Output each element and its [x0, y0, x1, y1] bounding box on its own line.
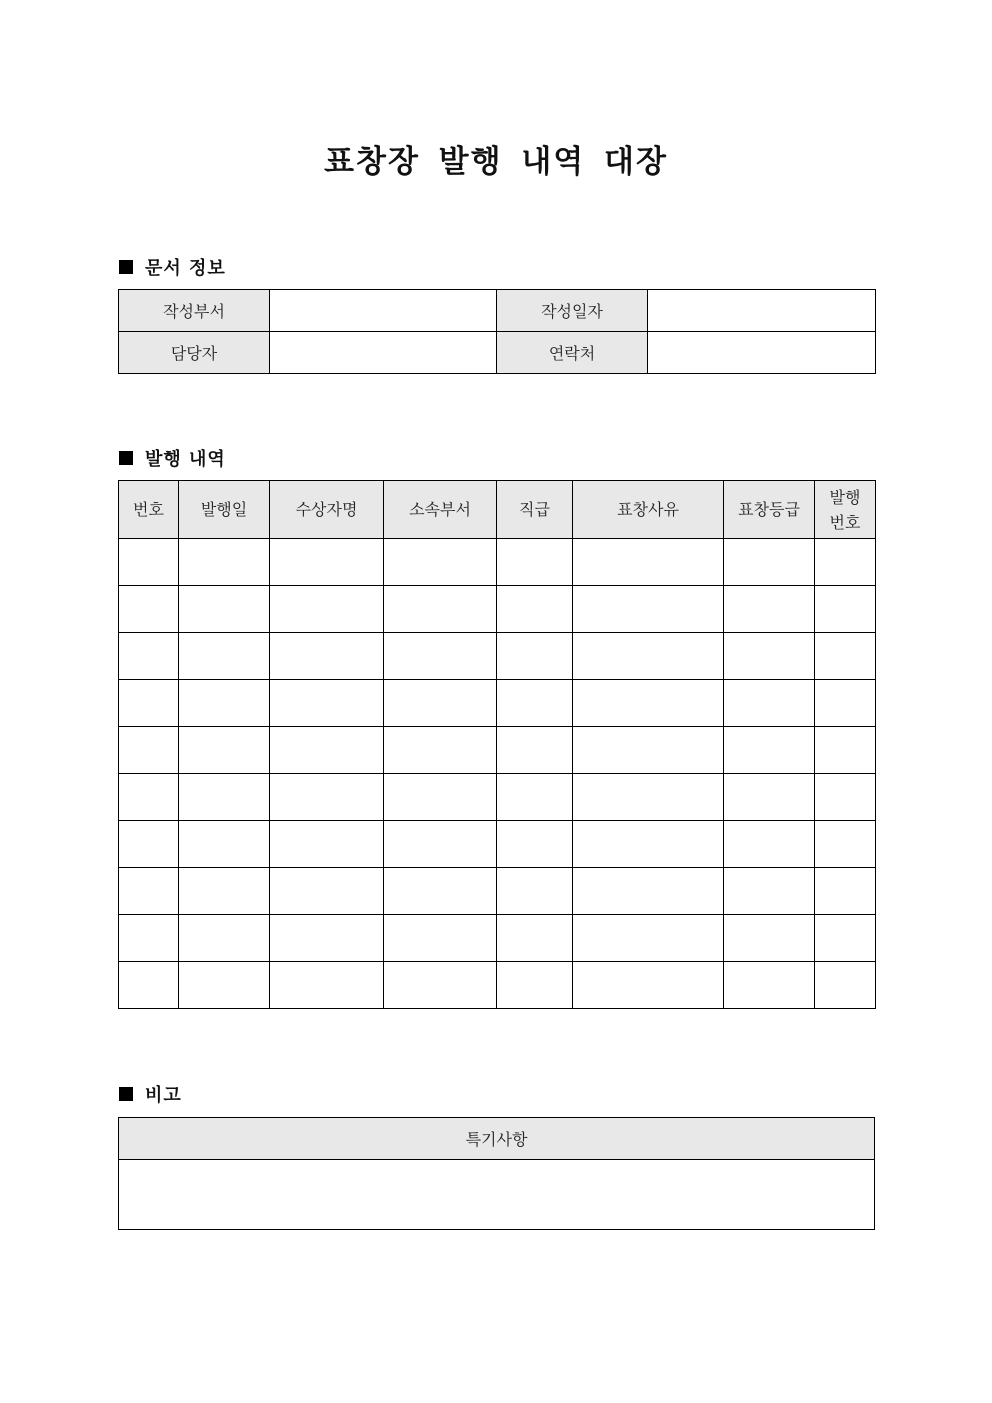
cell-department[interactable] [384, 821, 497, 868]
department-field[interactable] [270, 290, 497, 332]
cell-rank[interactable] [497, 586, 573, 633]
section-heading-issue-history [119, 445, 226, 471]
cell-rank[interactable] [497, 680, 573, 727]
cell-issue-date[interactable] [179, 680, 270, 727]
cell-reason[interactable] [573, 774, 724, 821]
document-title: 표창장 발행 내역 대장 [324, 144, 668, 180]
table-row [119, 821, 876, 868]
cell-department[interactable] [384, 727, 497, 774]
section-heading-label: 문서 정보 [145, 258, 226, 279]
column-header-line: 발행 [829, 487, 861, 507]
cell-rank[interactable] [497, 727, 573, 774]
issue-history-body [119, 539, 876, 1009]
cell-issue-date[interactable] [179, 539, 270, 586]
cell-issue-number[interactable] [815, 915, 876, 962]
cell-reason[interactable] [573, 539, 724, 586]
section-heading-label: 발행 내역 [145, 449, 226, 470]
cell-grade[interactable] [724, 633, 815, 680]
cell-number[interactable] [119, 680, 179, 727]
cell-issue-number[interactable] [815, 727, 876, 774]
table-header-row [119, 481, 876, 539]
cell-rank[interactable] [497, 915, 573, 962]
table-header-row [119, 1118, 875, 1160]
cell-rank[interactable] [497, 821, 573, 868]
cell-grade[interactable] [724, 727, 815, 774]
cell-reason[interactable] [573, 868, 724, 915]
cell-rank[interactable] [497, 774, 573, 821]
cell-rank[interactable] [497, 633, 573, 680]
column-header-department: 소속부서 [384, 481, 497, 539]
cell-reason[interactable] [573, 727, 724, 774]
cell-recipient[interactable] [270, 539, 384, 586]
table-row [119, 290, 876, 332]
cell-recipient[interactable] [270, 868, 384, 915]
cell-department[interactable] [384, 633, 497, 680]
section-heading-remarks [119, 1081, 182, 1107]
cell-recipient[interactable] [270, 774, 384, 821]
square-bullet-icon [119, 260, 133, 274]
cell-reason[interactable] [573, 680, 724, 727]
cell-recipient[interactable] [270, 586, 384, 633]
cell-grade[interactable] [724, 774, 815, 821]
remarks-header: 특기사항 [119, 1118, 875, 1160]
label-department: 작성부서 [119, 290, 270, 332]
column-header-rank: 직급 [497, 481, 573, 539]
column-header-recipient: 수상자명 [270, 481, 384, 539]
cell-department[interactable] [384, 539, 497, 586]
cell-issue-date[interactable] [179, 868, 270, 915]
column-header-grade: 표창등급 [724, 481, 815, 539]
cell-grade[interactable] [724, 962, 815, 1009]
cell-issue-date[interactable] [179, 821, 270, 868]
table-row [119, 633, 876, 680]
cell-rank[interactable] [497, 868, 573, 915]
column-header-reason: 표창사유 [573, 481, 724, 539]
cell-issue-number[interactable] [815, 680, 876, 727]
cell-issue-number[interactable] [815, 539, 876, 586]
cell-reason[interactable] [573, 633, 724, 680]
cell-issue-date[interactable] [179, 727, 270, 774]
table-row [119, 332, 876, 374]
cell-grade[interactable] [724, 539, 815, 586]
table-row [119, 868, 876, 915]
table-row [119, 915, 876, 962]
label-contact: 연락처 [497, 332, 648, 374]
cell-issue-number[interactable] [815, 821, 876, 868]
cell-department[interactable] [384, 586, 497, 633]
cell-issue-number[interactable] [815, 774, 876, 821]
issue-history-table [118, 480, 876, 1009]
square-bullet-icon [119, 1087, 133, 1101]
cell-number[interactable] [119, 868, 179, 915]
cell-issue-date[interactable] [179, 915, 270, 962]
section-heading-label: 비고 [145, 1085, 182, 1106]
remarks-field[interactable] [119, 1160, 875, 1230]
cell-number[interactable] [119, 633, 179, 680]
table-row [119, 727, 876, 774]
column-header-number: 번호 [119, 481, 179, 539]
cell-issue-number[interactable] [815, 586, 876, 633]
cell-recipient[interactable] [270, 680, 384, 727]
cell-reason[interactable] [573, 915, 724, 962]
section-heading-doc-info [119, 254, 226, 280]
doc-info-table [118, 289, 876, 374]
cell-issue-date[interactable] [179, 586, 270, 633]
cell-grade[interactable] [724, 868, 815, 915]
cell-rank[interactable] [497, 539, 573, 586]
column-header-line: 번호 [829, 512, 861, 532]
cell-number[interactable] [119, 915, 179, 962]
label-date: 작성일자 [497, 290, 648, 332]
cell-grade[interactable] [724, 680, 815, 727]
table-row [119, 586, 876, 633]
cell-number[interactable] [119, 586, 179, 633]
table-row [119, 962, 876, 1009]
cell-department[interactable] [384, 868, 497, 915]
cell-grade[interactable] [724, 915, 815, 962]
cell-department[interactable] [384, 680, 497, 727]
remarks-table [118, 1117, 875, 1230]
cell-reason[interactable] [573, 962, 724, 1009]
cell-number[interactable] [119, 821, 179, 868]
cell-recipient[interactable] [270, 962, 384, 1009]
cell-number[interactable] [119, 962, 179, 1009]
cell-issue-number[interactable] [815, 868, 876, 915]
cell-grade[interactable] [724, 586, 815, 633]
column-header-issue-date: 발행일 [179, 481, 270, 539]
cell-issue-date[interactable] [179, 774, 270, 821]
cell-rank[interactable] [497, 962, 573, 1009]
cell-number[interactable] [119, 774, 179, 821]
label-manager: 담당자 [119, 332, 270, 374]
cell-recipient[interactable] [270, 727, 384, 774]
cell-recipient[interactable] [270, 915, 384, 962]
square-bullet-icon [119, 451, 133, 465]
cell-issue-date[interactable] [179, 962, 270, 1009]
table-row [119, 680, 876, 727]
table-row [119, 774, 876, 821]
table-row [119, 1160, 875, 1230]
column-header-issue-number [815, 481, 876, 539]
cell-department[interactable] [384, 962, 497, 1009]
cell-issue-number[interactable] [815, 633, 876, 680]
cell-grade[interactable] [724, 821, 815, 868]
manager-field[interactable] [270, 332, 497, 374]
cell-department[interactable] [384, 915, 497, 962]
cell-number[interactable] [119, 539, 179, 586]
cell-issue-date[interactable] [179, 633, 270, 680]
cell-recipient[interactable] [270, 821, 384, 868]
table-row [119, 539, 876, 586]
cell-issue-number[interactable] [815, 962, 876, 1009]
date-field[interactable] [648, 290, 876, 332]
cell-reason[interactable] [573, 586, 724, 633]
cell-number[interactable] [119, 727, 179, 774]
contact-field[interactable] [648, 332, 876, 374]
cell-recipient[interactable] [270, 633, 384, 680]
cell-department[interactable] [384, 774, 497, 821]
cell-reason[interactable] [573, 821, 724, 868]
